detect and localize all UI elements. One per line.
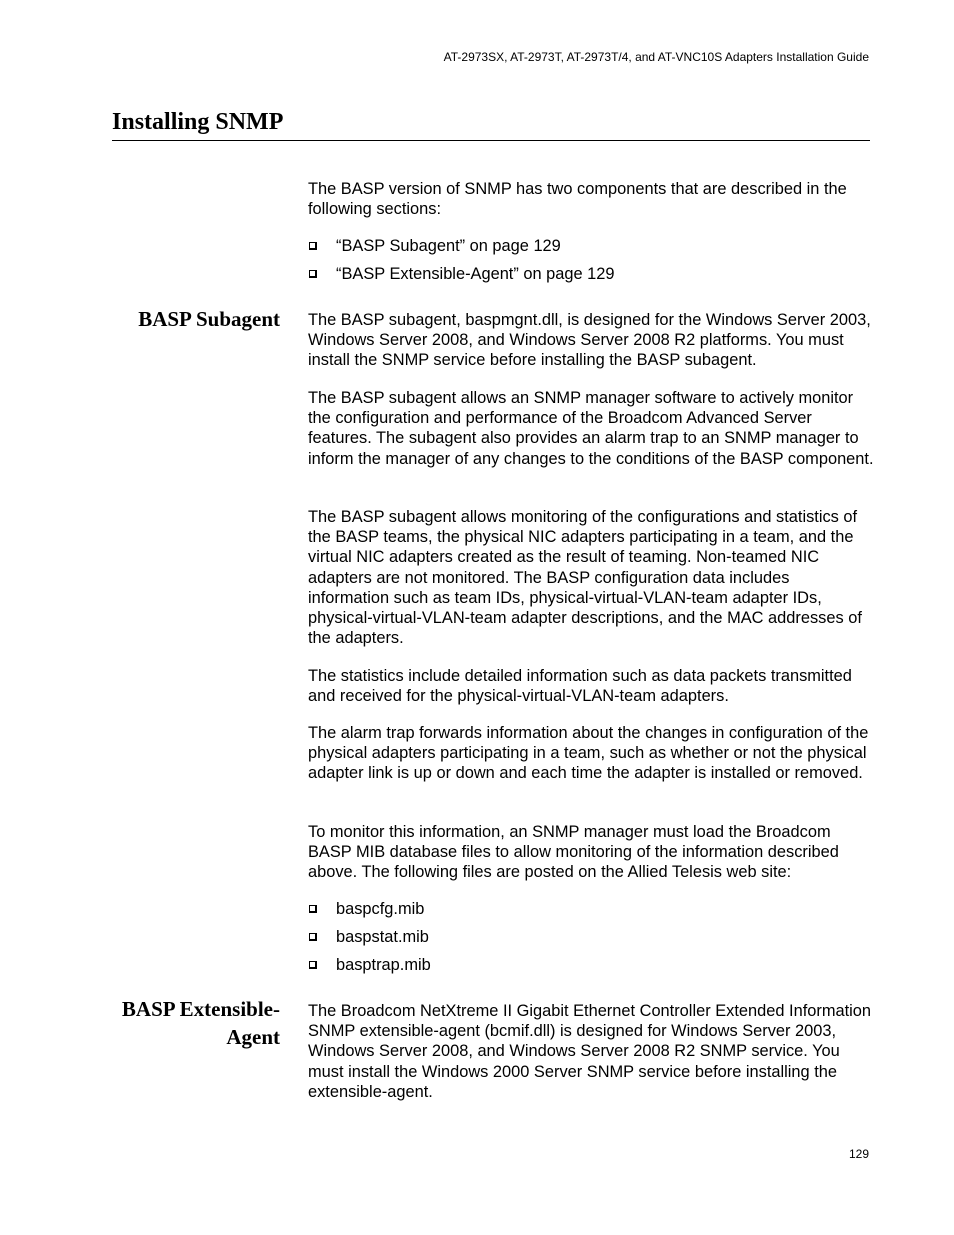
chapter-title: Installing SNMP — [112, 109, 284, 135]
mib-file-name: baspstat.mib — [336, 928, 429, 946]
subagent-paragraph: The BASP subagent allows monitoring of the configurations and statistics of the BASP teams, the physical NIC adapters participating in a team, and the virtual NIC adapters created as the result of teaming. Non-teamed NIC adapters are not monitored. The BASP configuration data includes information such as team IDs, physical-virtual-VLAN-team adapter IDs, physical-virtual-VLAN-team adapter descriptions, and the MAC addresses of the adapters. — [308, 508, 862, 648]
mib-file-name: basptrap.mib — [336, 956, 431, 974]
checkbox-bullet-icon — [309, 933, 317, 941]
bullet-text: “BASP Subagent” on page 129 — [336, 237, 561, 255]
section-heading-basp-extensible-agent-line2: Agent — [226, 1025, 280, 1049]
subagent-paragraph: The BASP subagent allows an SNMP manager software to actively monitor the configuration and performance of the Broadcom Advanced Server features. The subagent also provides an alarm trap to an SNMP manager to inform the manager of any changes to the conditions of the BASP component. — [308, 389, 874, 468]
extensible-agent-paragraph: The Broadcom NetXtreme II Gigabit Ethernet Controller Extended Information SNMP extensible-agent (bcmif.dll) is designed for Windows Server 2003, Windows Server 2008, and Windows Server 2008 R2 SNMP service. You must install the Windows 2000 Server SNMP service before installing the extensible-agent. — [308, 1002, 872, 1101]
section-heading-basp-subagent: BASP Subagent — [138, 307, 280, 331]
title-rule — [112, 140, 870, 141]
intro-paragraph: The BASP version of SNMP has two components that are described in the following sections: — [308, 180, 847, 219]
checkbox-bullet-icon — [309, 961, 317, 969]
running-header: AT-2973SX, AT-2973T, AT-2973T/4, and AT-VNC10S Adapters Installation Guide — [443, 50, 869, 64]
checkbox-bullet-icon — [309, 905, 317, 913]
checkbox-bullet-icon — [309, 242, 317, 250]
bullet-text: “BASP Extensible-Agent” on page 129 — [336, 265, 615, 283]
subagent-paragraph: The statistics include detailed information such as data packets transmitted and received for the physical-virtual-VLAN-team adapters. — [308, 667, 852, 706]
section-heading-basp-extensible-agent-line1: BASP Extensible- — [121, 997, 280, 1021]
subagent-paragraph: The alarm trap forwards information about the changes in configuration of the physical adapters participating in a team, such as whether or not the physical adapter link is up or down and each time the adapter is installed or removed. — [308, 724, 869, 783]
page-number: 129 — [848, 1147, 869, 1161]
subagent-paragraph: The BASP subagent, baspmgnt.dll, is designed for the Windows Server 2003, Windows Server 2008, and Windows Server 2008 R2 platforms. You must install the SNMP service before installing the BASP subagent. — [308, 311, 871, 370]
mib-file-name: baspcfg.mib — [336, 900, 425, 918]
subagent-paragraph: To monitor this information, an SNMP manager must load the Broadcom BASP MIB database files to allow monitoring of the information described above. The following files are posted on the Allied Telesis web site: — [308, 823, 839, 882]
checkbox-bullet-icon — [309, 270, 317, 278]
